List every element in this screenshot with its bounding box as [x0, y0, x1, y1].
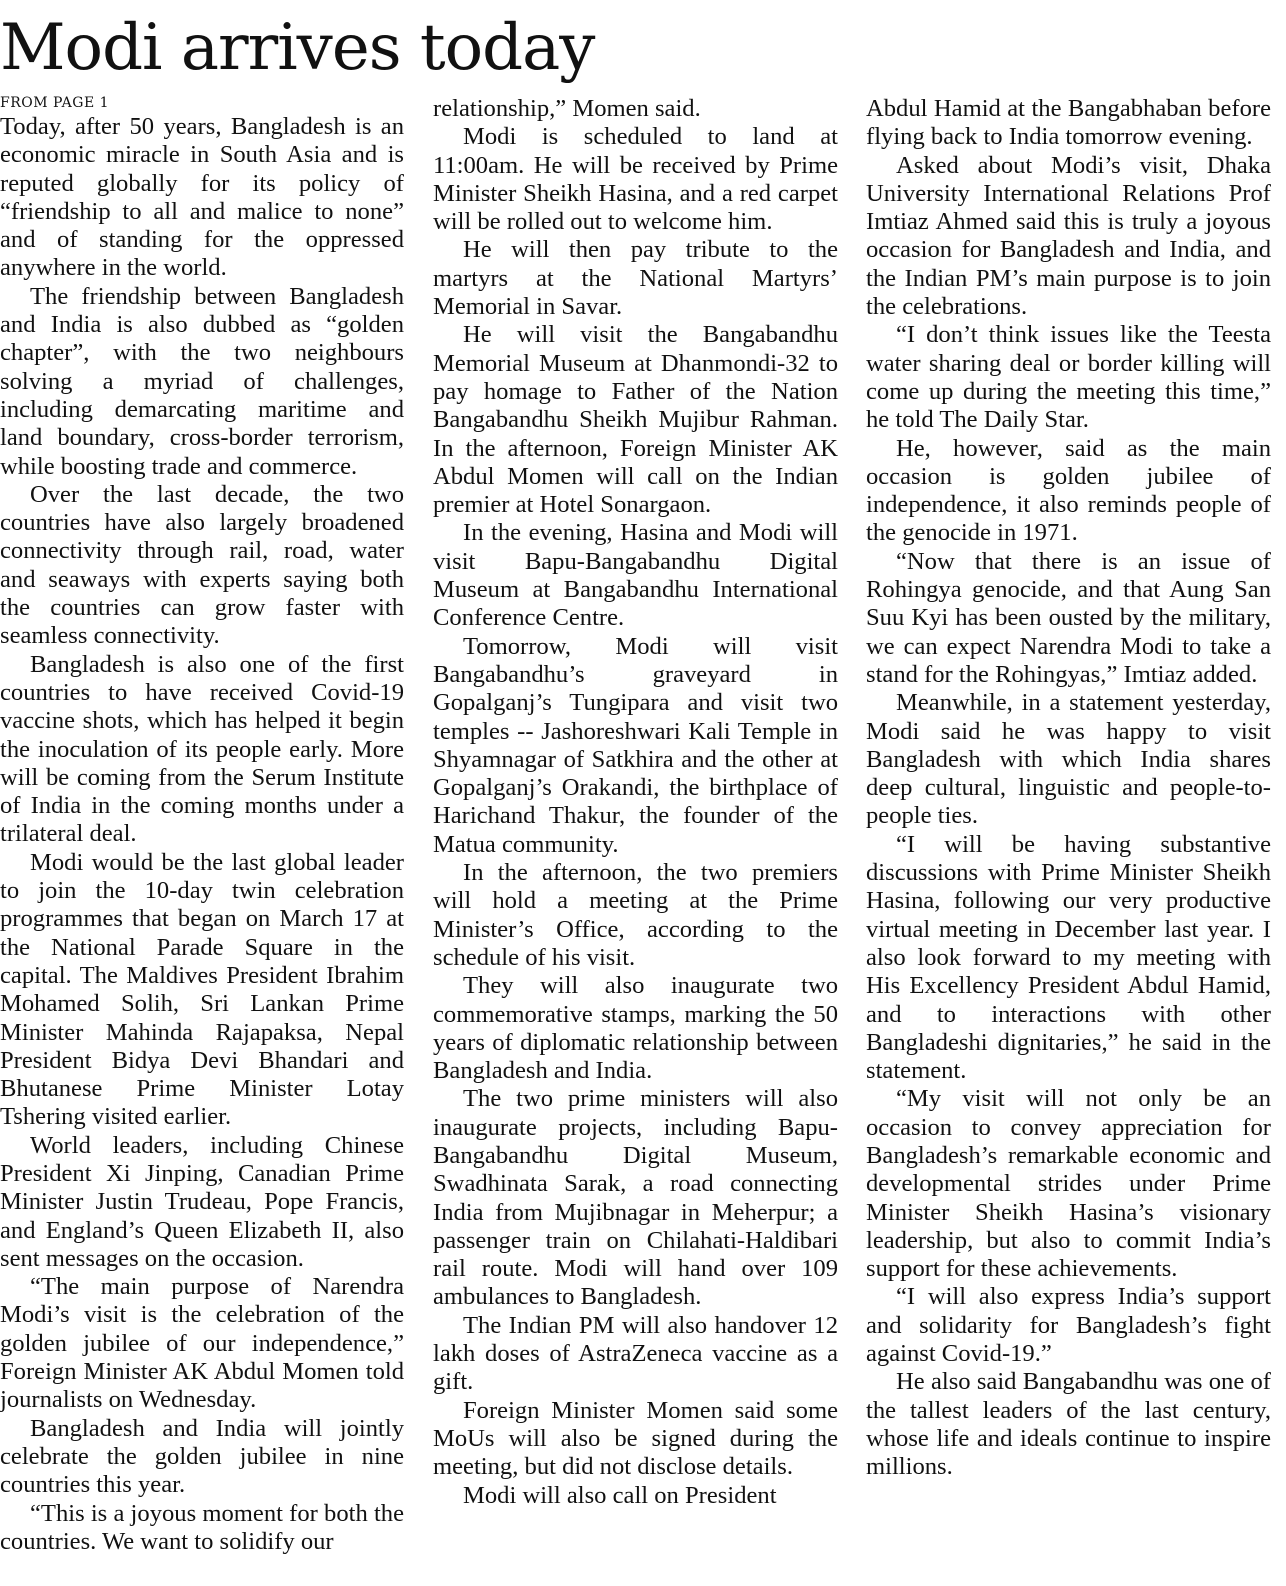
- article-column-3: [866, 95, 1271, 1482]
- paragraph: Bangladesh is also one of the first countries to have received Covid-19 vaccine shots, which has helped it begin the inoculation of its people early. More will be coming from the Serum Institute of India in the coming months under a trilateral deal.: [0, 650, 404, 848]
- paragraph: relationship,” Momen said.: [433, 95, 701, 122]
- paragraph: Foreign Minister Momen said some MoUs will also be signed during the meeting, but did not disclose details.: [433, 1396, 838, 1481]
- jump-line: FROM PAGE 1: [0, 95, 110, 111]
- paragraph: The two prime ministers will also inaugurate projects, including Bapu-Bangabandhu Digital Museum, Swadhinata Sarak, a road connecting India from Mujibnagar in Meherpur; a passenger train on Chilahati-Haldibari rail route. Modi will hand over 109 ambulances to Bangladesh.: [433, 1085, 838, 1311]
- paragraph: Over the last decade, the two countries have also largely broadened connectivity through rail, road, water and seaways with experts saying both the countries can grow faster with seamless connectivity.: [0, 480, 404, 650]
- paragraph: Asked about Modi’s visit, Dhaka University International Relations Prof Imtiaz Ahmed said this is truly a joyous occasion for Bangladesh and India, and the Indian PM’s main purpose is to join the celebrations.: [866, 151, 1271, 321]
- paragraph: He, however, said as the main occasion is golden jubilee of independence, it also reminds people of the genocide in 1971.: [866, 434, 1271, 547]
- paragraph: Modi is scheduled to land at 11:00am. He will be received by Prime Minister Sheikh Hasina, and a red carpet will be rolled out to welcome him.: [433, 123, 838, 236]
- paragraph: He also said Bangabandhu was one of the tallest leaders of the last century, whose life and ideals continue to inspire millions.: [866, 1368, 1271, 1481]
- paragraph: He will then pay tribute to the martyrs at the National Martyrs’ Memorial in Savar.: [433, 236, 838, 321]
- article-column-2: [433, 95, 838, 1510]
- paragraph: “Now that there is an issue of Rohingya genocide, and that Aung San Suu Kyi has been ousted by the military, we can expect Narendra Modi to take a stand for the Rohingyas,” Imtiaz added.: [866, 547, 1271, 688]
- paragraph: The friendship between Bangladesh and India is also dubbed as “golden chapter”, with the two neighbours solving a myriad of challenges, including demarcating maritime and land boundary, cross-border terrorism, while boosting trade and commerce.: [0, 282, 404, 480]
- paragraph: Tomorrow, Modi will visit Bangabandhu’s graveyard in Gopalganj’s Tungipara and visit two temples -- Jashoreshwari Kali Temple in Shyamnagar of Satkhira and the other at Gopalganj’s Orakandi, the birthplace of Harichand Thakur, the founder of the Matua community.: [433, 632, 838, 858]
- paragraph: Meanwhile, in a statement yesterday, Modi said he was happy to visit Bangladesh with which India shares deep cultural, linguistic and people-to-people ties.: [866, 689, 1271, 830]
- paragraph: “The main purpose of Narendra Modi’s visit is the celebration of the golden jubilee of our independence,” Foreign Minister AK Abdul Momen told journalists on Wednesday.: [0, 1273, 404, 1414]
- paragraph: “This is a joyous moment for both the countries. We want to solidify our: [0, 1499, 404, 1555]
- paragraph: “My visit will not only be an occasion to convey appreciation for Bangladesh’s remarkable economic and developmental strides under Prime Minister Sheikh Hasina’s visionary leadership, but also to commit India’s support for these achievements.: [866, 1085, 1271, 1283]
- paragraph: “I will be having substantive discussions with Prime Minister Sheikh Hasina, following our very productive virtual meeting in December last year. I also look forward to my meeting with His Excellency President Abdul Hamid, and to interactions with other Bangladeshi dignitaries,” he said in the statement.: [866, 830, 1271, 1085]
- paragraph: World leaders, including Chinese President Xi Jinping, Canadian Prime Minister Justin Trudeau, Pope Francis, and England’s Queen Elizabeth II, also sent messages on the occasion.: [0, 1131, 404, 1272]
- paragraph: He will visit the Bangabandhu Memorial Museum at Dhanmondi-32 to pay homage to Father of the Nation Bangabandhu Sheikh Mujibur Rahman. In the afternoon, Foreign Minister AK Abdul Momen will call on the Indian premier at Hotel Sonargaon.: [433, 321, 838, 519]
- paragraph: “I will also express India’s support and solidarity for Bangladesh’s fight against Covid-19.”: [866, 1283, 1271, 1368]
- paragraph: Today, after 50 years, Bangladesh is an economic miracle in South Asia and is reputed globally for its policy of “friendship to all and malice to none” and of standing for the oppressed anywhere in the world.: [0, 113, 404, 282]
- paragraph: The Indian PM will also handover 12 lakh doses of AstraZeneca vaccine as a gift.: [433, 1311, 838, 1396]
- article-column-1: [0, 95, 404, 1556]
- paragraph: In the evening, Hasina and Modi will visit Bapu-Bangabandhu Digital Museum at Bangabandhu International Conference Centre.: [433, 519, 838, 632]
- paragraph: Modi would be the last global leader to join the 10-day twin celebration programmes that began on March 17 at the National Parade Square in the capital. The Maldives President Ibrahim Mohamed Solih, Sri Lankan Prime Minister Mahinda Rajapaksa, Nepal President Bidya Devi Bhandari and Bhutanese Prime Minister Lotay Tshering visited earlier.: [0, 848, 404, 1131]
- headline: Modi arrives today: [0, 11, 595, 85]
- paragraph: They will also inaugurate two commemorative stamps, marking the 50 years of diplomatic relationship between Bangladesh and India.: [433, 972, 838, 1085]
- paragraph: Abdul Hamid at the Bangabhaban before flying back to India tomorrow evening.: [866, 95, 1271, 151]
- paragraph: In the afternoon, the two premiers will hold a meeting at the Prime Minister’s Office, according to the schedule of his visit.: [433, 859, 838, 971]
- paragraph: Modi will also call on President: [463, 1481, 777, 1509]
- paragraph: “I don’t think issues like the Teesta water sharing deal or border killing will come up during the meeting this time,” he told The Daily Star.: [866, 321, 1271, 434]
- paragraph: Bangladesh and India will jointly celebrate the golden jubilee in nine countries this year.: [0, 1414, 404, 1499]
